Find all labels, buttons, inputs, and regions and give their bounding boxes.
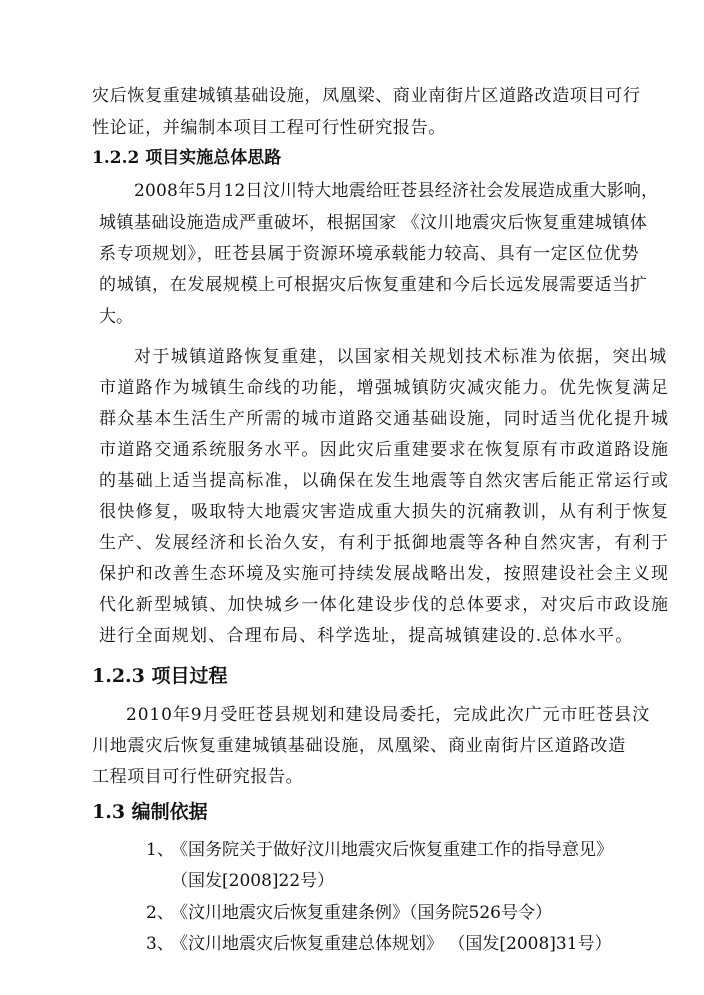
- intro-line: 灾后恢复重建城镇基础设施，凤凰梁、商业南街片区道路改造项目可行: [92, 86, 641, 106]
- paragraph-line: 保护和改善生态环境及实施可持续发展战略出发，按照建设社会主义现: [99, 564, 670, 584]
- paragraph-line: 很快修复，吸取特大地震灾害造成重大损失的沉痛教训，从有利于恢复: [99, 502, 670, 522]
- paragraph-line: 的城镇，在发展规模上可根据灾后恢复重建和今后长远发展需要适当扩: [99, 275, 648, 295]
- list-item-text: 《汶川地震灾后恢复重建总体规划》 （国发[2008]31号）: [171, 934, 612, 954]
- section-heading-1-2-3: 1.2.3 项目过程: [92, 665, 228, 687]
- list-item-text: 《汶川地震灾后恢复重建条例》（国务院526号令）: [171, 903, 552, 923]
- paragraph-line: 2008年5月12日汶川特大地震给旺苍县经济社会发展造成重大影响，: [134, 181, 659, 201]
- paragraph-line: 进行全面规划、合理布局、科学选址，提高城镇建设的.总体水平。: [99, 626, 634, 646]
- paragraph-line: 工程项目可行性研究报告。: [92, 767, 304, 787]
- list-item-number: 3、: [146, 934, 174, 954]
- list-item-text: 《国务院关于做好汶川地震灾后恢复重建工作的指导意见》: [171, 840, 613, 860]
- list-item-number: 1、: [146, 840, 174, 860]
- list-item-text-cont: （国发[2008]22号）: [171, 871, 335, 891]
- section-heading-1-2-2: 1.2.2 项目实施总体思路: [92, 148, 282, 168]
- paragraph-line: 川地震灾后恢复重建城镇基础设施，凤凰梁、商业南街片区道路改造: [92, 736, 626, 756]
- list-item-number: 2、: [146, 903, 174, 923]
- paragraph-line: 市道路交通系统服务水平。因此灾后重建要求在恢复原有市政道路设施: [99, 440, 670, 460]
- paragraph-line: 代化新型城镇、加快城乡一体化建设步伐的总体要求，对灾后市政设施: [99, 595, 670, 615]
- paragraph-line: 生产、发展经济和长治久安，有利于抵御地震等各种自然灾害，有利于: [99, 533, 670, 553]
- paragraph-line: 城镇基础设施造成严重破坏，根据国家 《汶川地震灾后恢复重建城镇体: [99, 213, 648, 233]
- paragraph-line: 对于城镇道路恢复重建，以国家相关规划技术标准为依据，突出城: [134, 347, 668, 367]
- paragraph-line: 的基础上适当提高标准，以确保在发生地震等自然灾害后能正常运行或: [99, 471, 670, 491]
- paragraph-line: 群众基本生活生产所需的城市道路交通基础设施，同时适当优化提升城: [99, 409, 670, 429]
- paragraph-line: 系专项规划》，旺苍县属于资源环境承载能力较高、具有一定区位优势: [99, 244, 640, 264]
- paragraph-line: 市道路作为城镇生命线的功能，增强城镇防灾减灾能力。优先恢复满足: [99, 378, 670, 398]
- section-heading-1-3: 1.3 编制依据: [92, 801, 208, 823]
- paragraph-line: 2010年9月受旺苍县规划和建设局委托，完成此次广元市旺苍县汶: [126, 705, 650, 725]
- paragraph-line: 大。: [99, 307, 133, 327]
- intro-line: 性论证，并编制本项目工程可行性研究报告。: [92, 118, 446, 138]
